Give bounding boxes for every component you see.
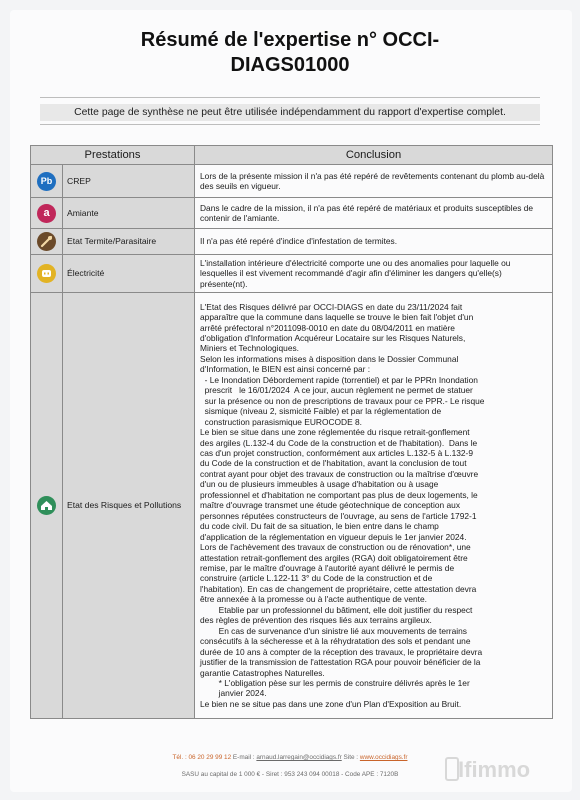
asbestos-icon: a: [37, 204, 56, 223]
page-title: [0, 28, 580, 78]
conclusion-line: apparaître que la commune dans laquelle se trouve le bien fait l'objet d'un: [200, 312, 474, 323]
conclusion-line: cas d'un projet construction, conformément aux articles L.132-5 à L.132-9: [200, 448, 474, 458]
column-header-conclusion: Conclusion: [195, 146, 553, 165]
conclusion-line: garantie Catastrophes Naturelles.: [200, 667, 325, 678]
prestation-name: Amiante: [63, 198, 195, 229]
watermark-logo-icon: [445, 757, 459, 781]
divider: [40, 124, 540, 125]
summary-table: [30, 145, 553, 719]
conclusion-line: L'Etat des Risques délivré par OCCI-DIAGS en date du 23/11/2024 fait: [200, 301, 463, 312]
conclusion-line: - Le Inondation Débordement rapide (torrentiel) et par le PPRn Inondation: [200, 374, 478, 385]
conclusion-line: Le bien se situe dans une zone réglementée du risque retrait-gonflement: [200, 427, 470, 438]
title-line-2: DIAGS01000: [230, 54, 350, 76]
conclusion-line: justifier de la transmission de l'attestation RGA pour pouvoir bénéficier de la: [200, 657, 481, 668]
conclusion-line: sur la présence ou non de prescriptions de travaux pour ce PPR.- Le risque: [200, 395, 485, 406]
prestation-name: CREP: [63, 165, 195, 198]
column-header-prestations: Prestations: [31, 146, 195, 165]
conclusion-line: professionnel et d'habitation ne comportant pas plus de deux logements, le: [200, 489, 478, 500]
conclusion-line: personnes réputées constructeurs de l'ouvrage, au sens de l'article 1792-1: [200, 510, 477, 521]
conclusion-line: Miniers et Technologiques.: [200, 343, 300, 354]
conclusion-line: des argiles (L.132-4 du Code de la construction et de l'habitation). Dans le: [200, 437, 478, 448]
conclusion-line: prescrit le 16/01/2024 A ce jour, aucun règlement ne permet de statuer: [200, 385, 473, 396]
conclusion-line: être annexée à la promesse ou à l'acte authentique de vente.: [200, 594, 427, 605]
conclusion-line: consécutifs à la sécheresse et à la réhydratation des sols et pendant une: [200, 636, 471, 647]
electricity-plug-icon: [37, 264, 56, 283]
conclusion-line: l'habitation). En cas de changement de propriétaire, cette attestation devra: [200, 583, 477, 594]
footer-email-label: E-mail :: [232, 754, 255, 761]
lead-pb-icon: Pb: [37, 172, 56, 191]
conclusion-line: arrêté préfectoral n°2011098-0010 en date du 08/04/2011 en matière: [200, 322, 455, 333]
table-row: [31, 165, 553, 198]
footer-site-label: Site :: [343, 754, 359, 761]
watermark-logo: Ifimmo: [458, 757, 531, 782]
conclusion-line: maître d'ouvrage transmet une étude géotechnique de conception aux: [200, 500, 461, 511]
table-header-row: [31, 146, 553, 165]
prestation-name: Électricité: [63, 255, 195, 293]
conclusion-line: d'obligation d'Information Acquéreur Locataire sur les Risques Naturels,: [200, 333, 466, 344]
title-line-1: Résumé de l'expertise n° OCCI-: [140, 29, 440, 51]
conclusion-text: Il n'a pas été repéré d'indice d'infestation de termites.: [195, 229, 553, 255]
table-row: [31, 293, 553, 719]
prestation-name: Etat des Risques et Pollutions: [63, 293, 195, 719]
subtitle-banner: Cette page de synthèse ne peut être utilisée indépendamment du rapport d'expertise complet.: [40, 104, 540, 121]
footer-site-link[interactable]: www.occidiags.fr: [359, 754, 408, 761]
conclusion-line: Selon les informations mises à disposition dans le Dossier Communal: [200, 353, 459, 364]
conclusion-line: construction parasismique EUROCODE 8.: [200, 416, 362, 427]
conclusion-line: d'Information, le BIEN est ainsi concerné par :: [200, 364, 371, 375]
conclusion-line: d'un ou de plusieurs immeubles à usage d'habitation ou à usage: [200, 479, 439, 490]
conclusion-line: construire (article L.122-11 3° du Code de la construction et de: [200, 573, 433, 584]
conclusion-line: des règles de prévention des risques liés aux terrains argileux.: [200, 615, 432, 626]
table-row: [31, 255, 553, 293]
table-row: [31, 198, 553, 229]
conclusion-line: d'application de la réglementation en vigueur depuis le 1er janvier 2024.: [200, 531, 467, 542]
conclusion-text: Lors de la présente mission il n'a pas été repéré de revêtements contenant du plomb au-delà des seuils en vigueur.: [195, 165, 553, 198]
house-icon: [37, 496, 56, 515]
conclusion-line: janvier 2024.: [200, 688, 267, 699]
conclusion-text-risques: [195, 293, 553, 719]
conclusion-line: Etablie par un professionnel du bâtiment, elle doit justifier du respect: [200, 604, 473, 615]
conclusion-line: Le bien ne se situe pas dans une zone d'un Plan d'Exposition au Bruit.: [200, 698, 462, 709]
footer-phone: Tél. : 06 20 29 99 12: [172, 754, 232, 761]
conclusion-text: Dans le cadre de la mission, il n'a pas été repéré de matériaux et produits susceptibles de contenir de l'amiante.: [195, 198, 553, 229]
conclusion-line: du code civil. Du fait de sa situation, le bien entre dans le champ: [200, 521, 439, 532]
conclusion-line: Lors de l'achèvement des travaux de construction ou de rénovation*, une: [200, 542, 471, 553]
prestation-name: Etat Termite/Parasitaire: [63, 229, 195, 255]
conclusion-line: sismique (niveau 2, sismicité Faible) et par la réglementation de: [200, 406, 442, 417]
footer-email-link[interactable]: arnaud.larregain@occidiags.fr: [256, 754, 342, 761]
conclusion-line: attestation retrait-gonflement des argiles (RGA) doit obligatoirement être: [200, 552, 468, 563]
conclusion-text: L'installation intérieure d'électricité comporte une ou des anomalies pour laquelle ou lesquelles il est vivement recommandé d'agir afin d'éliminer les dangers qu'elle(s) présente(nt).: [195, 255, 553, 293]
conclusion-line: remise, par le maître d'ouvrage à l'autorité ayant délivré le permis de: [200, 562, 455, 573]
footer-legal: SASU au capital de 1 000 € - Siret : 953 243 094 00018 - Code APE : 7120B: [181, 771, 399, 778]
conclusion-line: du Code de la construction et de l'habitation, avant la conclusion de tout: [200, 458, 467, 469]
termite-icon: [37, 232, 56, 251]
conclusion-line: En cas de survenance d'un sinistre lié aux mouvements de terrains: [200, 625, 467, 636]
divider: [40, 97, 540, 98]
conclusion-line: contrat ayant pour objet des travaux de construction ou la maîtrise d'œuvre: [200, 468, 479, 479]
table-row: [31, 229, 553, 255]
conclusion-line: durée de 10 ans à compter de la réception des travaux, le propriétaire devra: [200, 646, 483, 657]
conclusion-line: * L'obligation pèse sur les permis de construire délivrés après le 1er: [200, 677, 470, 688]
